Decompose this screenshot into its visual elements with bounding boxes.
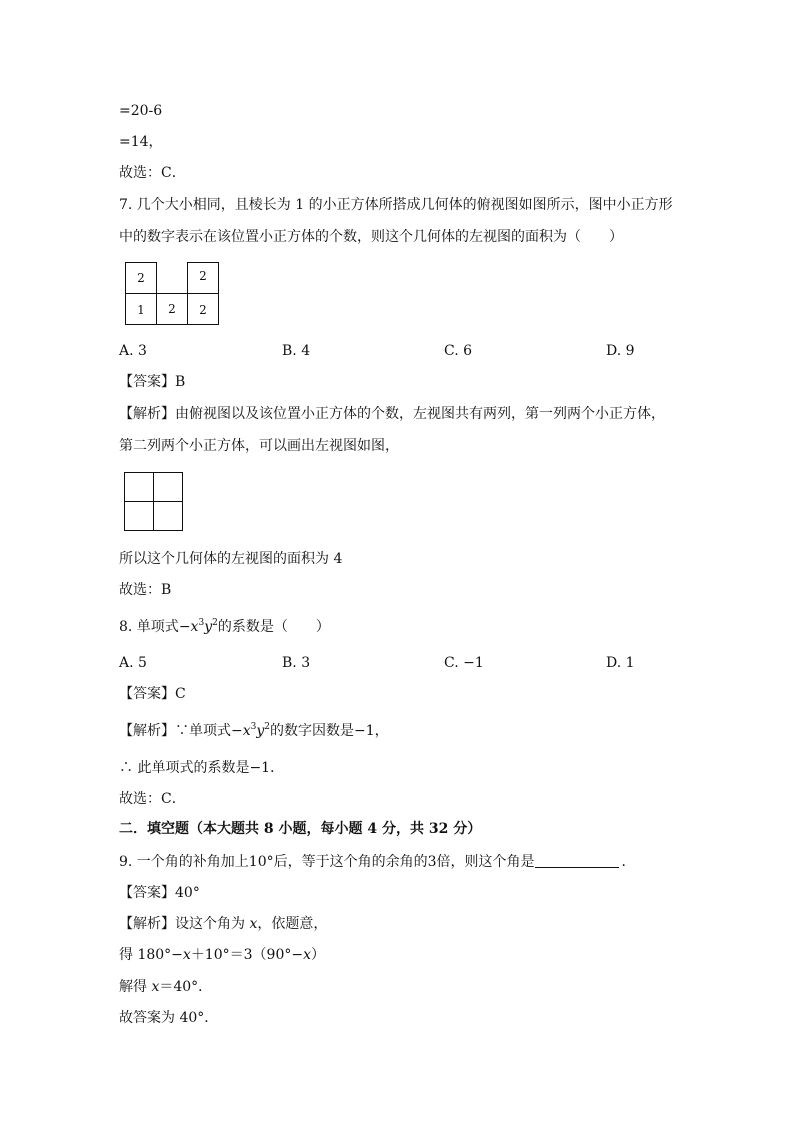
prev-step-2: =14，	[119, 134, 163, 150]
q7-cell-top-left-value: 2	[137, 271, 145, 285]
q7-top-view-figure	[124, 260, 222, 328]
q7-left-view-cell-1	[125, 473, 154, 502]
q7-left-view-figure	[123, 471, 185, 533]
q7-left-view-cell-3	[125, 502, 154, 531]
q8-option-d: D. 1	[606, 655, 635, 671]
q7-analysis-line2: 第二列两个小正方体，可以画出左视图如图，	[119, 438, 399, 454]
q7-choose: 故选：B	[119, 582, 172, 598]
prev-choose: 故选：C．	[119, 165, 186, 181]
q9-analysis	[119, 915, 327, 933]
q7-stem-line2: 中的数字表示在该位置小正方体的个数，则这个几何体的左视图的面积为（ ）	[119, 229, 623, 245]
q7-cell-bottom-left-value: 1	[137, 303, 145, 317]
q7-option-c: C. 6	[444, 343, 473, 359]
q8-analysis-suffix: 的数字因数是−1，	[270, 723, 389, 739]
prev-step-1: =20-6	[119, 103, 163, 119]
q9-variable-x: x	[249, 916, 258, 932]
q9-solve-a: 解得	[119, 979, 152, 995]
q9-eq-b: ＋10°＝3（90°−	[190, 947, 304, 963]
q8-stem-prefix: 8. 单项式	[119, 619, 179, 635]
q7-conclusion: 所以这个几何体的左视图的面积为 4	[119, 551, 343, 567]
q8-choose: 故选：C．	[119, 791, 186, 807]
q7-option-d: D. 9	[606, 343, 635, 359]
q7-option-a: A. 3	[119, 343, 147, 359]
q9-analysis-a: 设这个角为	[175, 916, 250, 932]
q7-analysis-label: 【解析】	[119, 406, 175, 422]
q8-monomial: $-x^3y^2$	[178, 618, 218, 635]
q8-option-b: B. 3	[282, 655, 311, 671]
q7-cell-bottom-right-value: 2	[199, 303, 207, 317]
q8-analysis	[119, 722, 389, 742]
q8-option-c: C. −1	[444, 655, 484, 671]
q9-eq-variable-x2: x	[303, 947, 311, 963]
q9-stem-end: ．	[621, 854, 636, 870]
q7-option-b: B. 4	[282, 343, 311, 359]
q7-answer: 【答案】B	[119, 374, 186, 390]
q8-analysis-label: 【解析】	[119, 723, 175, 739]
q9-solve-b: ＝40°．	[159, 979, 213, 995]
q9-final: 故答案为 40°．	[119, 1010, 219, 1026]
q9-solve	[119, 978, 212, 996]
because-symbol: ∵	[175, 723, 189, 739]
q8-stem-suffix: 的系数是（ ）	[217, 619, 330, 635]
q7-left-view-cell-4	[154, 502, 183, 531]
q9-answer-blank	[535, 853, 619, 868]
q7-analysis-text1: 由俯视图以及该位置小正方体的个数，左视图共有两列，第一列两个小正方体，	[175, 406, 665, 422]
q8-option-a: A. 5	[119, 655, 147, 671]
q7-stem-line1: 7. 几个大小相同，且棱长为 1 的小正方体所搭成几何体的俯视图如图所示，图中小正方形	[119, 197, 673, 213]
q9-analysis-label: 【解析】	[119, 916, 175, 932]
q7-cell-bottom-mid-value: 2	[168, 302, 176, 316]
q9-eq-a: 得 180°−	[119, 947, 183, 963]
q9-equation	[119, 946, 325, 964]
q8-analysis-monomial: $-x^3y^2$	[231, 722, 271, 739]
q9-analysis-b: ，依题意，	[257, 916, 328, 932]
q9-stem	[119, 853, 636, 871]
q9-eq-c: ）	[311, 947, 325, 963]
q9-answer: 【答案】40°	[119, 885, 200, 901]
q8-answer: 【答案】C	[119, 686, 186, 702]
q7-left-view-cell-2	[154, 473, 183, 502]
q9-stem-text: 9. 一个角的补角加上10°后，等于这个角的余角的3倍，则这个角是	[119, 854, 535, 870]
q9-eq-variable-x1: x	[182, 947, 191, 963]
section-2-heading: 二．填空题（本大题共 8 小题，每小题 4 分，共 32 分）	[119, 821, 482, 837]
q7-cell-top-right-value: 2	[199, 269, 207, 283]
q8-stem	[119, 618, 330, 638]
q9-solve-variable-x: x	[151, 979, 160, 995]
q7-analysis-line1	[119, 405, 665, 423]
q8-therefore: ∴ 此单项式的系数是−1．	[119, 760, 285, 776]
q8-analysis-prefix: 单项式	[189, 723, 231, 739]
